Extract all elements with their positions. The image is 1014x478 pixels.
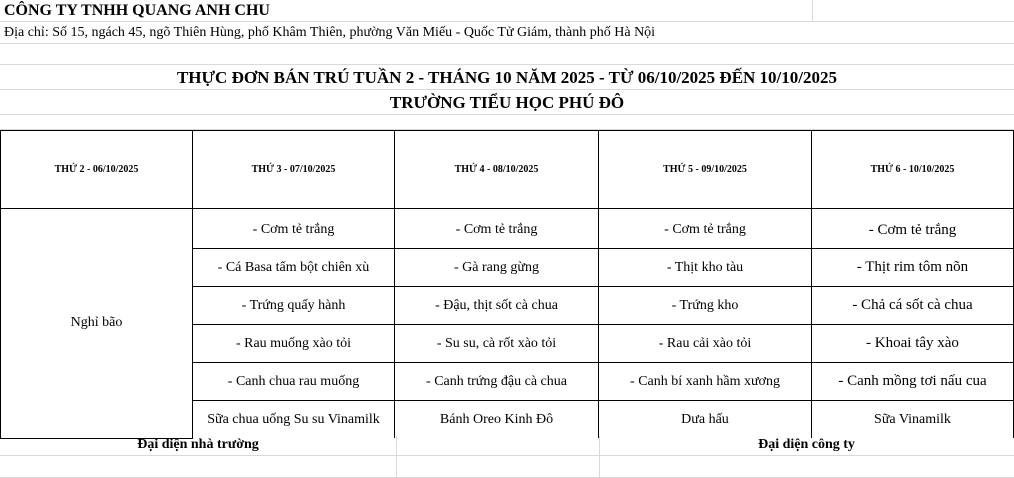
school-name: TRƯỜNG TIỂU HỌC PHÚ ĐÔ [389,93,625,112]
menu-cell: - Su su, cà rốt xào tỏi [395,325,599,363]
day-header-wed: THỨ 4 - 08/10/2025 [395,131,599,209]
menu-cell: - Cơm tẻ trắng [812,209,1014,249]
monday-note: Nghỉ bão [1,209,193,439]
menu-cell: - Rau muống xào tỏi [193,325,395,363]
menu-cell: Dưa hấu [599,401,812,439]
menu-title: THỰC ĐƠN BÁN TRÚ TUẦN 2 - THÁNG 10 NĂM 2025 - TỪ 06/10/2025 ĐẾN 10/10/2025 [176,68,838,87]
header-row [1,131,1014,209]
menu-cell: - Gà rang gừng [395,249,599,287]
menu-cell: - Cơm tẻ trắng [193,209,395,249]
menu-cell: Bánh Oreo Kinh Đô [395,401,599,439]
day-header-tue: THỨ 3 - 07/10/2025 [193,131,395,209]
menu-cell: - Canh chua rau muống [193,363,395,401]
menu-cell: Sữa chua uống Su su Vinamilk [193,401,395,439]
company-representative-label: Đại diện công ty [758,437,855,452]
menu-cell: - Canh mồng tơi nấu cua [812,363,1014,401]
menu-cell: - Chả cá sốt cà chua [812,287,1014,325]
company-address: Địa chỉ: Số 15, ngách 45, ngõ Thiên Hùng, phố Khâm Thiên, phường Văn Miếu - Quốc Tử Giám, thành phố Hà Nội [4,25,656,40]
day-header-thu: THỨ 5 - 09/10/2025 [599,131,812,209]
menu-cell: - Cá Basa tẩm bột chiên xù [193,249,395,287]
day-header-fri: THỨ 6 - 10/10/2025 [812,131,1014,209]
menu-cell: - Thịt kho tàu [599,249,812,287]
menu-cell: - Trứng kho [599,287,812,325]
school-representative-label: Đại diện nhà trường [137,437,259,452]
menu-cell: - Thịt rim tôm nõn [812,249,1014,287]
company-name: CÔNG TY TNHH QUANG ANH CHU [4,2,270,19]
menu-cell: - Rau cải xào tỏi [599,325,812,363]
menu-cell: - Canh bí xanh hầm xương [599,363,812,401]
day-header-mon: THỨ 2 - 06/10/2025 [1,131,193,209]
menu-cell: - Khoai tây xào [812,325,1014,363]
menu-cell: - Canh trứng đậu cà chua [395,363,599,401]
weekly-menu-table [0,130,1014,439]
menu-row [1,209,1014,249]
menu-cell: - Cơm tẻ trắng [395,209,599,249]
menu-cell: - Trứng quấy hành [193,287,395,325]
menu-cell: - Đậu, thịt sốt cà chua [395,287,599,325]
menu-cell: Sữa Vinamilk [812,401,1014,439]
menu-cell: - Cơm tẻ trắng [599,209,812,249]
